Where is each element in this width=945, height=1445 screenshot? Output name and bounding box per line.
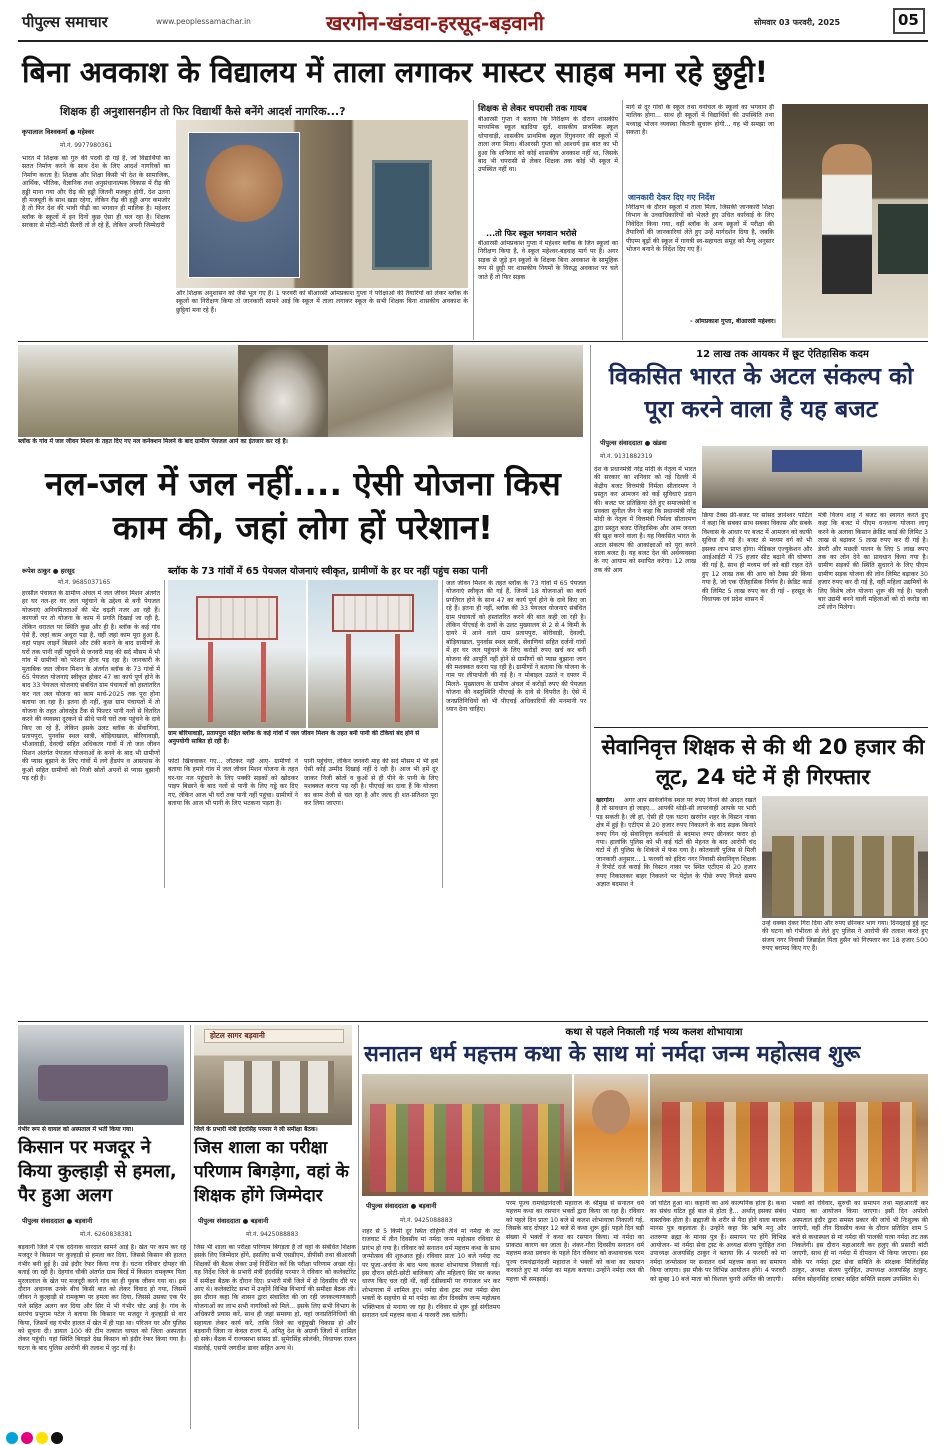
story7-mobile: मो.नं. 9425088883 bbox=[246, 1231, 299, 1238]
story1-col1: भारत में शिक्षक को गुरु की पदवी दी गई है, जो विद्यार्थियों का सतत निर्माण करने के साथ देश के लिए आदर्श नागरिकों का निर्माण करता है। शिक्षक और शिक्षा किसी भी देश के सामाजिक, आर्थिक, भौतिक, वैज्ञानिक तथा अनुसंधानात्मक विकास में रीढ़ की हड्डी माना गया और रीढ़ की हड्डी जितनी मजबूत होगी, देश उतना ही मजबूती के साथ खड़ा रहेगा, लेकिन रीढ़ की हड्डी अगर कमजोर है तो फिर देश की भावी पीढ़ी का भगवान ही मालिक है। महेश्वर ब्लॉक के स्कूलों में इन दिनों कुछ ऐसा ही चल रहा है। शिक्षक सरकार से मोटी-मोटी सैलरी तो ले रहे हैं, लेकिन अपनी जिम्मेदारी bbox=[22, 155, 170, 230]
stage-banner bbox=[772, 450, 862, 472]
empty-lane-photo bbox=[453, 345, 583, 437]
police-officer-figures bbox=[772, 836, 918, 916]
story7-headline: जिस शाला का परीक्षा परिणाम बिगड़ेगा, वहां के शिक्षक होंगे जिम्मेदार bbox=[194, 1138, 349, 1206]
masthead bbox=[0, 0, 945, 50]
story4-photo-caption: उन्हें धक्का देकर गिरा दिया और रुपए छीनकर भाग गया। दिनदहाड़े हुई लूट की घटना को गंभीरता से लेते हुए पुलिस ने आरोपी की तलाश करते हुए संजय नगर निवासी जिब्राईल पिता हुसैन को गिरफ्तार कर 18 हजार 500 रुपए बरामद किए गए हैं। bbox=[762, 920, 928, 953]
tank-top bbox=[196, 596, 278, 640]
tank-legs-2 bbox=[346, 634, 400, 722]
story4-headline: सेवानिवृत्त शिक्षक से की थी 20 हजार की लूट, 24 घंटे में ही गिरफ्तार bbox=[601, 735, 925, 789]
village-street-photo bbox=[18, 345, 238, 437]
story6-divider bbox=[190, 1025, 191, 1429]
locked-door bbox=[372, 160, 432, 270]
story3-left-divider bbox=[590, 345, 591, 817]
patient-bed bbox=[38, 1065, 168, 1101]
story3-photo bbox=[702, 446, 928, 508]
story5-kicker: कथा से पहले निकाली गई भव्य कलश शोभायात्रा bbox=[565, 1027, 743, 1038]
story2-col2b: पानी पहुंचेगा, लेकिन जनवरी माह की सर्द मौसम में भी हमें ऐसी कोई उम्मीद दिखाई नहीं दे रही है। आज भी हमें दूर जाकर निजी स्रोतों व कुओं से ही पीने के पानी के लिए मशक्कत करना पड़ रही है। पीएचई का दावा हैं कि योजना का काम तेजी से चल रहा है और जल्द ही शत-प्रतिशत पूरा कर लिया जाएगा। bbox=[304, 758, 438, 808]
story1-box3-title: जानकारी देकर दिए गए निर्देश bbox=[628, 193, 715, 202]
hotel-banner-text: होटल सागर बड़वानी bbox=[210, 1031, 265, 1040]
section-title: खरगोन-खंडवा-हरसूद-बड़वानी bbox=[326, 11, 544, 35]
devotees bbox=[662, 1102, 916, 1192]
paper-logo: पीपुल्स समाचार bbox=[22, 13, 108, 31]
story3-col1: देश के प्रधानमंत्री नरेंद्र मोदी के नेतृत्व में भारत की सरकार का शनिवार को नई दिल्ली में केंद्रीय बजट वित्तमंत्री निर्मला सीतारमण ने प्रस्तुत कर आमजन को कई सुविधाएं प्रदान की। बजट पर प्रतिक्रिया देते हुए समाजसेवी व प्रवक्ता सुनील जैन ने कहा कि प्रधानमंत्री नरेंद्र मोदी के नेतृत्व में वित्तमंत्री निर्मला सीतारमण द्वारा प्रस्तुत बजट ऐतिहासिक और आम जनता की खुश करने वाला है। यह विकसित भारत के अटल संकल्प की आकांक्षाओं को पूरा करने वाला बजट है। यह बजट देश की अर्थव्यवस्था के नए आयाम को स्थापित करेगा। 12 लाख तक की आय bbox=[594, 466, 696, 574]
story1-brc-photo bbox=[782, 104, 928, 338]
pipes-photo bbox=[328, 345, 453, 437]
story2-divider-1 bbox=[164, 580, 165, 888]
story1-box3-sign: - ओमप्रकाश गुप्ता, बीआरसी महेश्वर। bbox=[690, 318, 776, 325]
story7-photo bbox=[194, 1025, 352, 1125]
blackboard bbox=[878, 204, 928, 274]
story5-puja-photo bbox=[650, 1074, 928, 1196]
story1-divider-1 bbox=[473, 100, 474, 340]
story6-mobile: मो.नं. 6260838381 bbox=[80, 1231, 133, 1238]
site-url: www.peoplessamachar.in bbox=[156, 17, 251, 26]
story2-headline: नल-जल में जल नहीं.... ऐसी योजना किस काम की, जहां लोग हों परेशान! bbox=[45, 464, 561, 547]
story5-mobile: मो.नं. 9425088883 bbox=[400, 1217, 453, 1224]
story2-mobile: मो.नं. 9685037165 bbox=[58, 579, 111, 586]
tank-top-2 bbox=[332, 594, 414, 632]
story6-photo bbox=[18, 1025, 184, 1125]
tank-legs bbox=[208, 642, 266, 722]
teacher-portrait bbox=[188, 132, 300, 278]
story3-col3: मंत्री विजय शाह ने बजट का स्वागत करते हुए कहा कि बजट में पीएम धनधान्य योजना लागू करने के अलावा किसान क्रेडिट कार्ड की लिमिट 3 लाख से बढ़ाकर 5 लाख रुपए कर दी गई है। डेयरी और मछली पालन के लिए 5 लाख रुपए तक का लोन देने का प्रावधान किया गया है। ग्रामीण सड़कों की स्थिति सुधारने के लिए पीएम ग्रामीण सड़क योजना की लोन लिमिट बढ़ाकर 30 हजार रुपए कर दी गई है, वहीं महिला उद्यमियों के लिए विशेष लोन योजना शुरू की गई है। पहली बार उद्यमी बनने वाली महिलाओं को दो करोड़ का टर्म लोन मिलेगा। bbox=[818, 512, 928, 612]
pipe-coil-photo bbox=[238, 345, 328, 437]
page-number: 05 bbox=[898, 11, 919, 29]
story1-photo-caption: और शिक्षक अनुशासन को जैसे भूल गए हैं। 1 फरवरी को बीआरसी ओमप्रकाश गुप्ता ने परीक्षाओं की तैयारियों को लेकर ब्लॉक के स्कूलों का निरीक्षण किया तो जानकारी सामने आई कि स्कूल में ताला लगाकर स्कूल के सभी शिक्षक बिना शासकीय अवकाश के छुट्टियां मना रहे हैं। bbox=[176, 290, 468, 314]
story3-col2: क्रिया टैक्स फ्री-बजट पर सांसद ज्ञानेश्वर पाटिल ने कहा कि सबका साथ सबका विकास और सबके विश्वास के आधार पर बजट में आमजन को काफी सुविधा दी गई है। बजट से मध्यम वर्ग को भी इसका लाभ प्राप्त होगा। मेडिकल एज्युकेशन और आईआईटी में 75 हजार सीट बढ़ाने की घोषणा की गई है, साथ ही मध्यम वर्ग को बड़ी राहत देते हुए 12 लाख तक की आय को टैक्स फ्री किया गया है, जो एक ऐतिहासिक निर्णय है। क्रेडिट कार्ड की लिमिट 5 लाख रुपए कर दी गई - हरसूद के विधायक एवं प्रदेश शासन में bbox=[702, 512, 812, 604]
story7-divider bbox=[358, 1025, 359, 1429]
story2-col2a: फोटो खिंचवाकर गए... लौटकर नहीं आए- ग्रामीणों ने बताया कि हमारे गांव में जल जीवन मिशन योजना के तहत घर-घर नल पहुंचाने के लिए पक्की सड़कों को खोदकर पाइप बिछाने के बाद नलों से पानी के लिए गड्ढे कर दिए गए, लेकिन आज भी घरों तक पानी नहीं पहुंचा। ग्रामीणों ने बताया कि आज भी पानी के लिए भटकना पड़ता है। bbox=[168, 758, 298, 808]
story2-strip-caption: ब्लॉक के गांव में जल जीवन मिशन के तहत दिए गए नल कनेक्शन मिलने के बाद ग्रामीण पेयजल आने का इंतजार कर रहे हैं। bbox=[18, 438, 288, 445]
story1-box1-title: शिक्षक से लेकर चपरासी तक गायब bbox=[478, 104, 587, 114]
story1-subhead: शिक्षक ही अनुशासनहीन तो फिर विद्यार्थी कैसे बनेंगे आदर्श नागरिक...? bbox=[60, 105, 346, 118]
story1-headline: बिना अवकाश के विद्यालय में ताला लगाकर मास्टर साहब मना रहे छुट्टी! bbox=[22, 55, 769, 89]
story3-headline: विकसित भारत के अटल संकल्प को पूरा करने वाला है यह बजट bbox=[608, 362, 914, 423]
story6-byline: पीपुल्स संवाददाता ● बड़वानी bbox=[22, 1217, 93, 1225]
story2-byline: रूपेश ठाकुर ● हरसूद bbox=[22, 567, 75, 575]
story4-col1: अगर आप सार्वजनिक स्थल पर रुपए गिनने की आदत रखते हैं तो सावधान हो जाइए... आपकी थोड़ी-सी लापरवाही आपके पर भारी पड़ सकती है। जी हां, ऐसी ही एक घटना खरगोन शहर के विस्टन नाका क्षेत्र में हुई है। एटीएम से 20 हजार रुपए निकालने के बाद सड़क किनारे रुपए गिन रहे सेवानिवृत्त कर्मचारी से बदमाश रुपए छीनकर फरार हो गया। हालांकि पुलिस को भी कई घंटों की मेहनत के बाद आरोपी चंद घंटों में ही पुलिस के शिकंजे में फंस गया है। कोतवाली पुलिस से मिली जानकारी अनुसार... 1 फरवरी को इंदिरा नगर निवासी सेवानिवृत्त शिक्षक ने रिपोर्ट दर्ज कराई कि विस्टन नाका पर स्थित एटीएम से 20 हजार रुपए निकालकर बाहर निकलने पर पेट्रोल के पीछे रुपए गिनते समय अज्ञात बदमाश ने bbox=[596, 797, 756, 889]
story1-box2-title: ...तो फिर स्कूल भगवान भरोसे bbox=[486, 229, 577, 238]
story6-headline: किसान पर मजदूर ने किया कुल्हाड़ी से हमला, पैर हुआ अलग bbox=[18, 1137, 177, 1206]
story5-col2: परम पूज्य रामचंद्रानंदजी महाराज के श्रीमुख से सनातन धर्म महत्तम कथा का रसपान भक्तों द्वारा किया जा रहा है। रविवार को पहले दिन प्रातः 10 बजे से कलश शोभायात्रा निकाली गई, जिसके बाद दोपहर 12 बजे से कथा शुरू हुई। पहले दिन बड़ी संख्या में भक्तों ने कथा का रसपान किया। मां नर्मदा का प्राकट्य कारण बन जाता है। शंकर-गौरा दिवसीय सनातन धर्म महत्तम कथा प्रवचन के पहले दिन रविवार को कथावाचक परम पूज्य रामचंद्रानंदजी महाराज ने भक्तों को कथा का रसपान करवाते हुए मां नर्मदा का महत्व बताया। उन्होंने नर्मदा जल की महत्ता भी समझाई। bbox=[506, 1200, 644, 1283]
story2-subhead: ब्लॉक के 73 गांवों में 65 पेयजल योजनाएं स्वीकृत, ग्रामीणों के हर घर नहीं पहुंच सका पानी bbox=[168, 566, 488, 577]
registration-strip bbox=[0, 1432, 945, 1445]
officer-figure bbox=[822, 144, 872, 294]
story2-tank-caption: ग्राम बोरियावाड़ी, प्रतापपुरा सहित ब्लॉक के कई गांवों में जल जीवन मिशन के तहत बनी पानी की टंकियां बंद होने से अनुपयोगी साबित हो रही हैं। bbox=[168, 730, 420, 745]
story2-col3: जल जीवन मिशन के तहत ब्लॉक के 73 गांवों में 65 पेयजल योजनाएं स्वीकृत की गई हैं, जिनमें 18 योजनाओं का कार्य प्रगतिरत होने के साथ 47 का कार्य पूर्ण होने के दावे किए जा रहे हैं। इतना ही नहीं, ब्लॉक की 33 पेयजल योजनाएं संबंधित ग्राम पंचायतों को हस्तांतरित करने की बात कही जा रही है। लेकिन पीएचई के दावों के उलट मुख्यालय से 2 से 4 किमी के दायरे में आने वाले ग्राम प्रतापपुरा, बोरीवाड़ी, देवल्दी, बोड़ियाखाल, पुनर्वास स्थल सात्री, सेंवाणियां सहित दर्जनों गांवों में हर घर जल पहुंचाने के लिए करोड़ों रुपए खर्च कर बनी योजना की आपूर्ति नहीं होने से ग्रामीणों को प्यास बुझाना जान की मशक्कत करना पड़ रही है। ग्रामीणों ने बताया कि योजना के नाम पर लीपापोती की गई है। न मोबाइल उठाते न दफ्तर में मिलते- मुख्यालय के ग्रामीण अंचल में करोड़ों रुपए की पेयजल योजना की वस्तुस्थिति पीएचई के दावे से विपरीत है। ऐसे में जनप्रतिनिधियों को भी पीएचई अधिकारियों की मनमानी पर ध्यान देना चाहिए। bbox=[446, 580, 586, 714]
story4-photo bbox=[762, 796, 928, 918]
masthead-rule bbox=[18, 40, 928, 42]
story5-saint-photo bbox=[574, 1074, 648, 1196]
story3-bottom-rule bbox=[594, 727, 928, 728]
story5-headline: सनातन धर्म महत्तम कथा के साथ मां नर्मदा जन्म महोत्सव शुरू bbox=[364, 1042, 861, 1067]
story5-col4: भक्तों को रविवार, सुरुची का समापन तथा महाआरती कर भंडारा का आयोजन किया जाएगा। इसी दिन अपोलो अस्पताल इंदौर द्वारा समस्त प्रकार की जांचें भी निःशुल्क की जाएंगी, वहीं तीन दिवसीय कथा के दौरान प्रतिदिन शाम 5 बजे से कथास्थल से मां नर्मदा की पालकी यात्रा नर्मदा तट तक निकलेगी। इस दौरान महाआरती कर हलुए की प्रसादी बांटी जाएगी, साथ ही मां नर्मदा में दीपदान भी किया जाएगा। इस मौके पर नर्मदा ट्रस्ट सेवा समिति के संरक्षक मिलिंदसिंह ठाकुर, अध्यक्ष संजय पुरोहित, उपाध्यक्ष अजयसिंह ठाकुर, सचिव सोहनसिंह दरबार सहित समिति सदस्य उपस्थित थे। bbox=[792, 1200, 928, 1283]
story1-mobile: मो.नं. 9977980361 bbox=[60, 142, 113, 149]
mid-page-rule bbox=[18, 1021, 928, 1022]
water-tank-photo-1 bbox=[168, 580, 306, 728]
cyan-mark bbox=[6, 1432, 18, 1444]
story1-box1-text: बीआरसी गुप्ता ने बताया कि निरीक्षण के दौरान शासकीय माध्यमिक स्कूल बड़दिया सुर्त, शासकीय प्राथमिक स्कूल धोपावाड़ी, शासकीय प्राथमिक स्कूल रिंगुवनगर की स्कूलों में ताला लगा मिला। बीआरसी गुप्ता को आश्चर्य इस बात का भी हुआ कि शनिवार को कोई शासकीय अवकाश नहीं था, जिसके बाद भी चपरासी से लेकर शिक्षक तक कोई भी स्कूल में उपस्थित नहीं था। bbox=[478, 116, 618, 174]
story7-text: जिस भी शाला का परीक्षा परिणाम बिगड़ता है तो वहां के संबंधित शिक्षक इसके लिए जिम्मेदार होंगे, इसलिए सभी एसडीएम, डीपीसी तथा बीआरसी शिक्षकों की बैठक लेकर उन्हें निर्देशित करें कि परीक्षा परिणाम अच्छा रहे। यह निर्देश जिले के प्रभारी मंत्री इंदरसिंह परमार ने रविवार को कलेक्टोरेट में समीक्षा बैठक के दौरान दिए। प्रभारी मंत्री जिले में दो दिवसीय दौरे पर आए थे। कलेक्टोरेट सभा में उन्होंने विभिन्न विभागों की समीक्षा बैठक ली। इस दौरान कहा कि शासन द्वारा संचालित की जा रही जनकल्याणकारी योजनाओं का लाभ सभी नागरिकों को मिले... इसके लिए सभी विभाग के अधिकारी प्रयास करें, साथ ही जहां समस्या हो, वहां जनप्रतिनिधियों की सहायता लेकर कार्य करें, ताकि जिले का चहुंमुखी विकास हो और बड़वानी जिला ना केवल राज्य में, अपितु देश के अग्रणी जिलों में शामिल हो सके। बैठक में राज्यसभा सांसद डॉ. सुमेरसिंह सोलंकी, विधायक राजन मंडलोई, एसपी जगदीश डावर सहित अन्य थे। bbox=[194, 1244, 356, 1352]
story1-col4: मार्ग से दूर गांवों के स्कूल तथा वनांचल के स्कूलों का भगवान ही मालिक होगा... साथ ही स्कूलों में विद्यार्थियों की उपस्थिति तथा मध्याह्न भोजन व्यवस्था कितनी सुचारू होगी... यह भी समझा जा सकता है। bbox=[626, 104, 774, 137]
story5-col3: जो घटित हुआ था। कहानी का अर्थ काल्पनिक होता है। कथा का संबंध घटित हुई बात से होता है... अर्थात् इसका संबंध वास्तविक होता है। ब्रह्माजी के शरीर से पैदा होने वाला बालक मानस पुत्र कहलाता है। उन्होंने कहा कि ऋषि मनु और शतरूपा ब्रह्मा के मानस पुत्र हैं। समापन पर होंगे विभिन्न आयोजन- मां नर्मदा सेवा ट्रस्ट के अध्यक्ष संजय पुरोहित तथा उपाध्यक्ष अजयसिंह ठाकुर ने बताया कि 4 फरवरी को मां नर्मदा जन्मोत्सव पर सनातन धर्म महत्तम कथा का समापन किया जाएगा। इस मौके पर विभिन्न आयोजन होंगे। 4 फरवरी को सुबह 10 बजे माता को विशाल चुनरी अर्पित की जाएगी। bbox=[650, 1200, 786, 1283]
dignitaries bbox=[224, 1061, 334, 1113]
story2-col1: हरसौल पंचायत के ग्रामीण अंचल में जल जीवन मिशन अंतर्गत हर घर नल-हर घर जल पहुंचाने के उद्देश्य से बनी पेयजल योजनाएं अनियमितताओं की भेंट चढ़ती नजर आ रही हैं। कागजों पर तो योजना के काम में प्रगति दिखाई जा रही है, लेकिन धरातल पर स्थिति कुछ और ही है। ब्लॉक के कई गांव ऐसे हैं, जहां काम अधूरा पड़ा है, वहीं जहां काम पूरा हुआ है, वहां पाइप लाइनें बिछाने और टंकी बनाने के बाद ग्रामीणों के घरों तक पानी नहीं पहुंचने से जनवरी माह की सर्द मौसम में भी गांव में ग्रामीणों को परेशान होना पड़ रहा है। जानकारी के मुताबिक जल जीवन मिशन के अंतर्गत ब्लॉक के 73 गांवों में 65 पेयजल योजनाएं स्वीकृत होकर 47 का कार्य पूर्ण होने के बाद 33 पेयजल योजनाएं संबंधित ग्राम पंचायतों को हस्तांतरित कर नल जल योजना का काम मार्च-2025 तक पूरा होना बताया जा रहा है। इतना ही नहीं, कुछ ग्राम पंचायतों में तो योजना के तहत ओवरहेड टैंक से फिल्टर पानी नलों से वितरित करने की व्यवस्था दूरकने से सीधे पानी घरों तक पहुंचने के दावे किए जा रहे हैं, लेकिन इसके उलट ब्लॉक के सेंवाणियां, प्रतापपुरा, पुनर्वास स्थल सात्री, बोड़ियाखाल, बोरियावाड़ी, भीआवाड़ी, देवल्दी सहित अधिकतर गांवों में तो जल जीवन मिशन अंतर्गत पेयजल योजनाओं के बनने के बाद भी ग्रामीणों की प्यास बुझाने के लिए गांवों में लगे हैंडपंप व आसपास के कुओं सहित ग्रामीणों को निजी स्रोतों अपनों से प्यास बुझानी पड़ रही है। bbox=[22, 590, 160, 782]
water-tank-photo-2 bbox=[308, 580, 438, 728]
story5-byline: पीपुल्स संवाददाता ● बड़वानी bbox=[366, 1202, 437, 1210]
yellow-mark bbox=[36, 1432, 48, 1444]
story1-byline: कृपालाल विश्वकर्मा ● महेश्वर bbox=[22, 128, 94, 136]
story4-dateline: खरगोन। bbox=[596, 797, 615, 804]
story6-text: बड़वानी जिले में एक दर्दनाक वारदात सामने आई है। खेत पर काम कर रहे मजदूर ने किसान पर कुल्हाड़ी से हमला कर दिया, जिससे किसान की हालत गंभीर बनी हुई है। उसे इंदौर रेफर किया गया है। घटना रविवार दोपहर की बताई जा रही है। देहगांव चौकी अंतर्गत ग्राम बिरई में किसान रामकृष्ण पिता मुरलालाल के खेत पर मजदूरी करने गांव का ही युवक जीवन गया था। इस दौरान अचानक उनके बीच किसी बात को लेकर विवाद हो गया, जिसमें जीवन ने कुल्हाड़ी से रामकृष्ण पर हमला कर दिया, जिससे उसका एक पैर पंजे सहित अलग कर दिया और सिर में भी गंभीर चोट आई है। गांव के सरपंच प्रभुराम पटेल ने बताया कि किसान पर मजदूर ने कुल्हाड़ी से वार किया, जिसमें वह गंभीर हालत में खेत में ही पड़ा था। परिजन घर और पुलिस को सूचना दी। डायल 100 की टीम तत्काल घायल को जिला अस्पताल लेकर पहुंची। यहां स्थिति बिगड़ते देख किसान को इंदौर रेफर किया गया है। घटना के बाद पुलिस आरोपी की तलाश में जुट गई है। bbox=[18, 1244, 186, 1352]
women-with-kalash bbox=[370, 1104, 564, 1192]
magenta-mark bbox=[21, 1432, 33, 1444]
story1-bottom-rule bbox=[18, 341, 928, 342]
story7-photo-caption: जिले के प्रभारी मंत्री इंदरसिंह परमार ने ली समीक्षा बैठक। bbox=[194, 1126, 318, 1133]
story3-mobile: मो.नं. 9131882319 bbox=[600, 453, 653, 460]
edition-date: सोमवार 03 फरवरी, 2025 bbox=[754, 18, 841, 27]
saint-face bbox=[592, 1090, 630, 1134]
story6-photo-caption: गंभीर रूप से घायल को अस्पताल में भर्ती किया गया। bbox=[18, 1126, 134, 1133]
story1-box3-text: निरीक्षण के दौरान स्कूलों में ताला मिला, जिसकी जानकारी शिक्षा विभाग के उच्चाधिकारियों को भेजते हुए उचित कार्रवाई के लिए निवेदित किया गया, वहीं ब्लॉक के अन्य स्कूलों में परीक्षा की तैयारियों की जानकारियां लेते हुए उन्हें मार्गदर्शन दिया है, जबकि पीएम्प बूढ़ों की स्कूल में गायत्री स्व-सहायता समूह को मैन्यू अनुसार भोजन बनाने के निर्देश दिए गए हैं। bbox=[626, 204, 774, 254]
story5-col1: शहर से 5 किमी दूर स्थित रोहिणी तीर्थ मां नर्मदा के तट राजघाट में तीन दिवसीय मां नर्मदा जन्म महोत्सव रविवार से प्रारंभ हो गया है। रविवार को सनातन धर्म महत्तम कथा के साथ जन्मोत्सव की शुरुआत हुई। रविवार प्रातः 10 बजे नर्मदा तट पर पूजा-अर्चना के बाद भव्य कलश शोभायात्रा निकाली गई। इस दौरान छोटी-छोटी बालिकाएं और महिलाएं सिर पर कलश धारण किए चल रही थीं, वहीं दंडीस्वामी पर गंगाजल भर कर शोभायात्रा में शामिल हुए। नर्मदा सेवा ट्रस्ट तथा नर्मदा सेवा भक्तों के सहयोग से मां नर्मदा का तीन दिवसीय जन्म महोत्सव भक्तिभाव से मनाया जा रहा है। रविवार से शुरू हुई संगीतमय सनातन धर्म महत्तम कथा 4 फरवरी तक चलेगी। bbox=[362, 1228, 500, 1320]
story5-procession-photo bbox=[362, 1074, 572, 1196]
story7-byline: पीपुल्स संवाददाता ● बड़वानी bbox=[198, 1217, 269, 1225]
black-mark bbox=[51, 1432, 63, 1444]
story2-photo-strip bbox=[18, 345, 583, 437]
story1-divider-2 bbox=[622, 100, 623, 340]
story3-kicker: 12 लाख तक आयकर में छूट ऐतिहासिक कदम bbox=[696, 349, 869, 360]
story3-byline: पीपुल्स संवाददाता ● खंडवा bbox=[600, 439, 667, 447]
story1-box2-text: बीआरसी ओमप्रकाश गुप्ता ने महेश्वर ब्लॉक के जिन स्कूलों का निरीक्षण किया है, वे स्कूल महेश्वर-बड़वाह मार्ग पर हैं। अगर सड़क से जुड़े इन स्कूलों के शिक्षक बिना अवकाश के सामूहिक रूप से छुट्टी पर शासकीय नियमों के विरुद्ध अवकाश पर चले जाते हैं तो फिर सड़क bbox=[478, 240, 618, 281]
story2-divider-2 bbox=[442, 580, 443, 888]
story1-photo bbox=[176, 120, 468, 288]
